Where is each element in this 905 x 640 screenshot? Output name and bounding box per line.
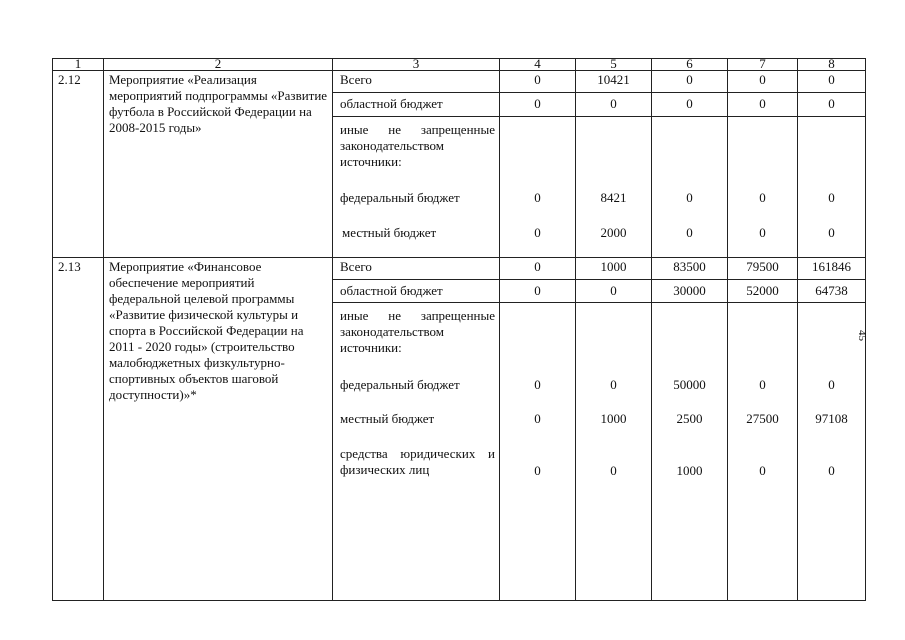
col-divider [103, 58, 104, 600]
header-col-6: 6 [686, 56, 693, 71]
row-separator [52, 257, 866, 258]
row-rule [332, 302, 866, 303]
col-divider [332, 58, 333, 600]
item-label: федеральный бюджет [340, 377, 460, 392]
item-label: иные не запрещенные законодательством источники: [340, 122, 495, 169]
page-number: 45 [856, 330, 868, 341]
item-label: средства юридических и физических лиц [340, 446, 495, 477]
item-label: местный бюджет [342, 225, 437, 240]
value-cell: 50000 [673, 377, 706, 392]
value-cell: 0 [828, 72, 835, 87]
value-cell: 2000 [600, 225, 627, 240]
value-cell: 0 [759, 190, 766, 205]
row-id: 2.13 [58, 259, 81, 274]
value-cell: 0 [828, 463, 835, 478]
value-cell: 0 [759, 72, 766, 87]
item-label: Всего [340, 72, 372, 87]
value-cell: 0 [534, 411, 541, 426]
value-cell: 0 [686, 72, 693, 87]
row-title: Мероприятие «Реализация мероприятий подпрограммы «Развитие футбола в Российской Федерации на 2008-2015 годы» [109, 72, 328, 135]
value-cell: 0 [534, 463, 541, 478]
value-cell: 0 [828, 190, 835, 205]
item-label: областной бюджет [340, 96, 443, 111]
value-cell: 52000 [746, 283, 779, 298]
col-divider [797, 58, 798, 600]
row-rule [332, 116, 866, 117]
value-cell: 0 [759, 463, 766, 478]
header-col-8: 8 [828, 56, 835, 71]
col-divider [651, 58, 652, 600]
value-cell: 0 [828, 377, 835, 392]
value-cell: 0 [686, 225, 693, 240]
value-cell: 161846 [812, 259, 851, 274]
value-cell: 0 [828, 96, 835, 111]
value-cell: 0 [686, 190, 693, 205]
value-cell: 64738 [815, 283, 848, 298]
row-title: Мероприятие «Финансовое обеспечение мероприятий федеральной целевой программы «Развитие физической культуры и спорта в Российской Федерации на 2011 - 2020 годы» (строительство малобюджетных физкультурно-спортивных объектов шаговой доступности)»* [109, 259, 304, 402]
row-rule [332, 279, 866, 280]
item-label: иные не запрещенные законодательством источники: [340, 308, 495, 355]
header-col-5: 5 [610, 56, 617, 71]
header-col-4: 4 [534, 56, 541, 71]
value-cell: 8421 [600, 190, 627, 205]
value-cell: 0 [610, 96, 617, 111]
col-divider [727, 58, 728, 600]
header-col-1: 1 [74, 56, 82, 71]
value-cell: 0 [534, 259, 541, 274]
value-cell: 0 [534, 190, 541, 205]
value-cell: 0 [534, 377, 541, 392]
value-cell: 0 [534, 72, 541, 87]
table-border-bottom [52, 600, 866, 601]
value-cell: 0 [610, 463, 617, 478]
value-cell: 0 [534, 283, 541, 298]
value-cell: 0 [534, 96, 541, 111]
value-cell: 83500 [673, 259, 706, 274]
col-divider [499, 58, 500, 600]
value-cell: 27500 [746, 411, 779, 426]
value-cell: 2500 [676, 411, 703, 426]
header-col-2: 2 [214, 56, 222, 71]
item-label: федеральный бюджет [340, 190, 460, 205]
value-cell: 0 [610, 377, 617, 392]
value-cell: 1000 [676, 463, 703, 478]
value-cell: 0 [759, 225, 766, 240]
value-cell: 0 [610, 283, 617, 298]
header-col-3: 3 [412, 56, 420, 71]
value-cell: 1000 [600, 259, 627, 274]
value-cell: 0 [534, 225, 541, 240]
item-label: областной бюджет [340, 283, 443, 298]
item-label: Всего [340, 259, 372, 274]
value-cell: 97108 [815, 411, 848, 426]
item-label: местный бюджет [340, 411, 435, 426]
table-border-left [52, 58, 53, 600]
row-rule [332, 92, 866, 93]
value-cell: 0 [686, 96, 693, 111]
value-cell: 0 [828, 225, 835, 240]
table-border-right [865, 58, 866, 600]
value-cell: 79500 [746, 259, 779, 274]
value-cell: 10421 [597, 72, 630, 87]
value-cell: 0 [759, 96, 766, 111]
col-divider [575, 58, 576, 600]
value-cell: 0 [759, 377, 766, 392]
header-col-7: 7 [759, 56, 766, 71]
value-cell: 1000 [600, 411, 627, 426]
value-cell: 30000 [673, 283, 706, 298]
row-id: 2.12 [58, 72, 81, 87]
